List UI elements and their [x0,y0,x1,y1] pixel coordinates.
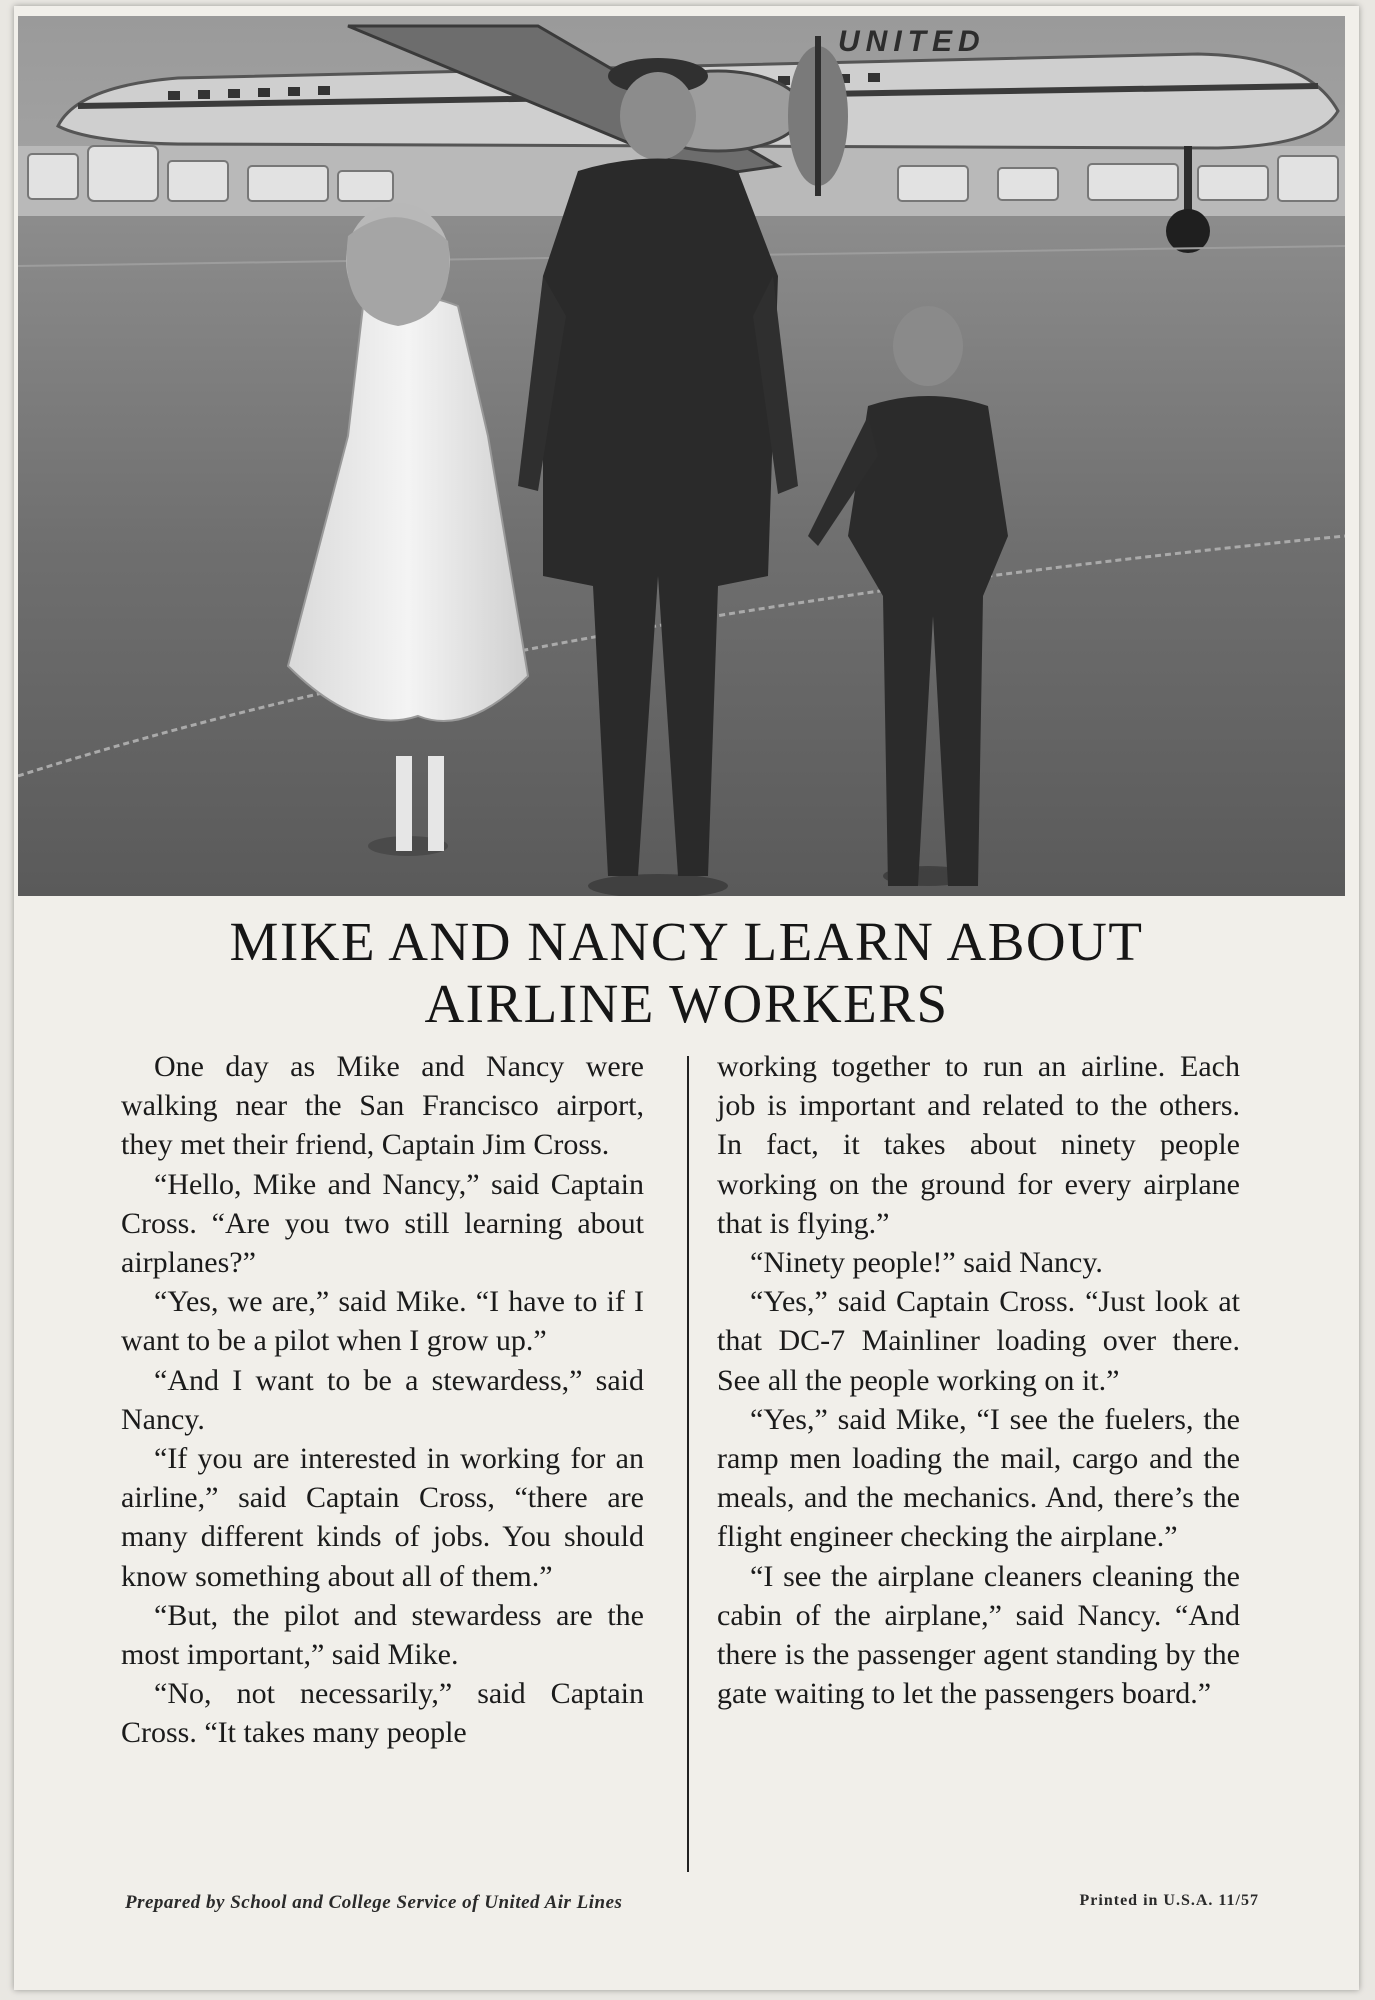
airport-scene-image [18,16,1345,896]
column-divider [687,1056,689,1872]
footer-credit: Prepared by School and College Service of United Air Lines [125,1892,623,1913]
paragraph: “Yes, we are,” said Mike. “I have to if I want to be a pilot when I grow up.” [121,1285,644,1358]
title-line-1: MIKE AND NANCY LEARN ABOUT [229,911,1144,972]
paragraph: “Ninety people!” said Nancy. [750,1246,1103,1280]
svg-text:UNITED: UNITED [838,25,986,58]
paragraph: “And I want to be a stewardess,” said Nancy. [121,1363,644,1436]
paragraph: “Yes,” said Mike, “I see the fuelers, the ramp men loading the mail, cargo and the meals, and the mechanics. And, there’s the flight engineer checking the airplane.” [717,1402,1240,1554]
article-title [14,911,1359,1035]
cover-photo [18,16,1345,896]
right-column [717,1047,1240,1713]
paragraph: One day as Mike and Nancy were walking near the San Francisco airport, they met their friend, Captain Jim Cross. [121,1050,644,1162]
footer-print-info: Printed in U.S.A. 11/57 [1079,1892,1259,1909]
paragraph: “If you are interested in working for an airline,” said Captain Cross, “there are many different kinds of jobs. You should know something about all of them.” [121,1442,644,1593]
paragraph: “Yes,” said Captain Cross. “Just look at that DC-7 Mainliner loading over there. See all the people working on it.” [717,1285,1240,1397]
paragraph: working together to run an airline. Each job is important and related to the others. In fact, it takes about ninety people working on the ground for every airplane that is flying.” [717,1050,1240,1240]
document-page [14,6,1359,1990]
paragraph: “No, not necessarily,” said Captain Cross. “It takes many people [121,1677,644,1750]
paragraph: “Hello, Mike and Nancy,” said Captain Cross. “Are you two still learning about airplanes?” [121,1167,644,1280]
paragraph: “I see the airplane cleaners cleaning the cabin of the airplane,” said Nancy. “And there is the passenger agent standing by the gate waiting to let the passengers board.” [717,1559,1240,1711]
left-column [121,1047,644,1753]
paragraph: “But, the pilot and stewardess are the most important,” said Mike. [121,1598,644,1672]
title-line-2: AIRLINE WORKERS [424,973,949,1034]
